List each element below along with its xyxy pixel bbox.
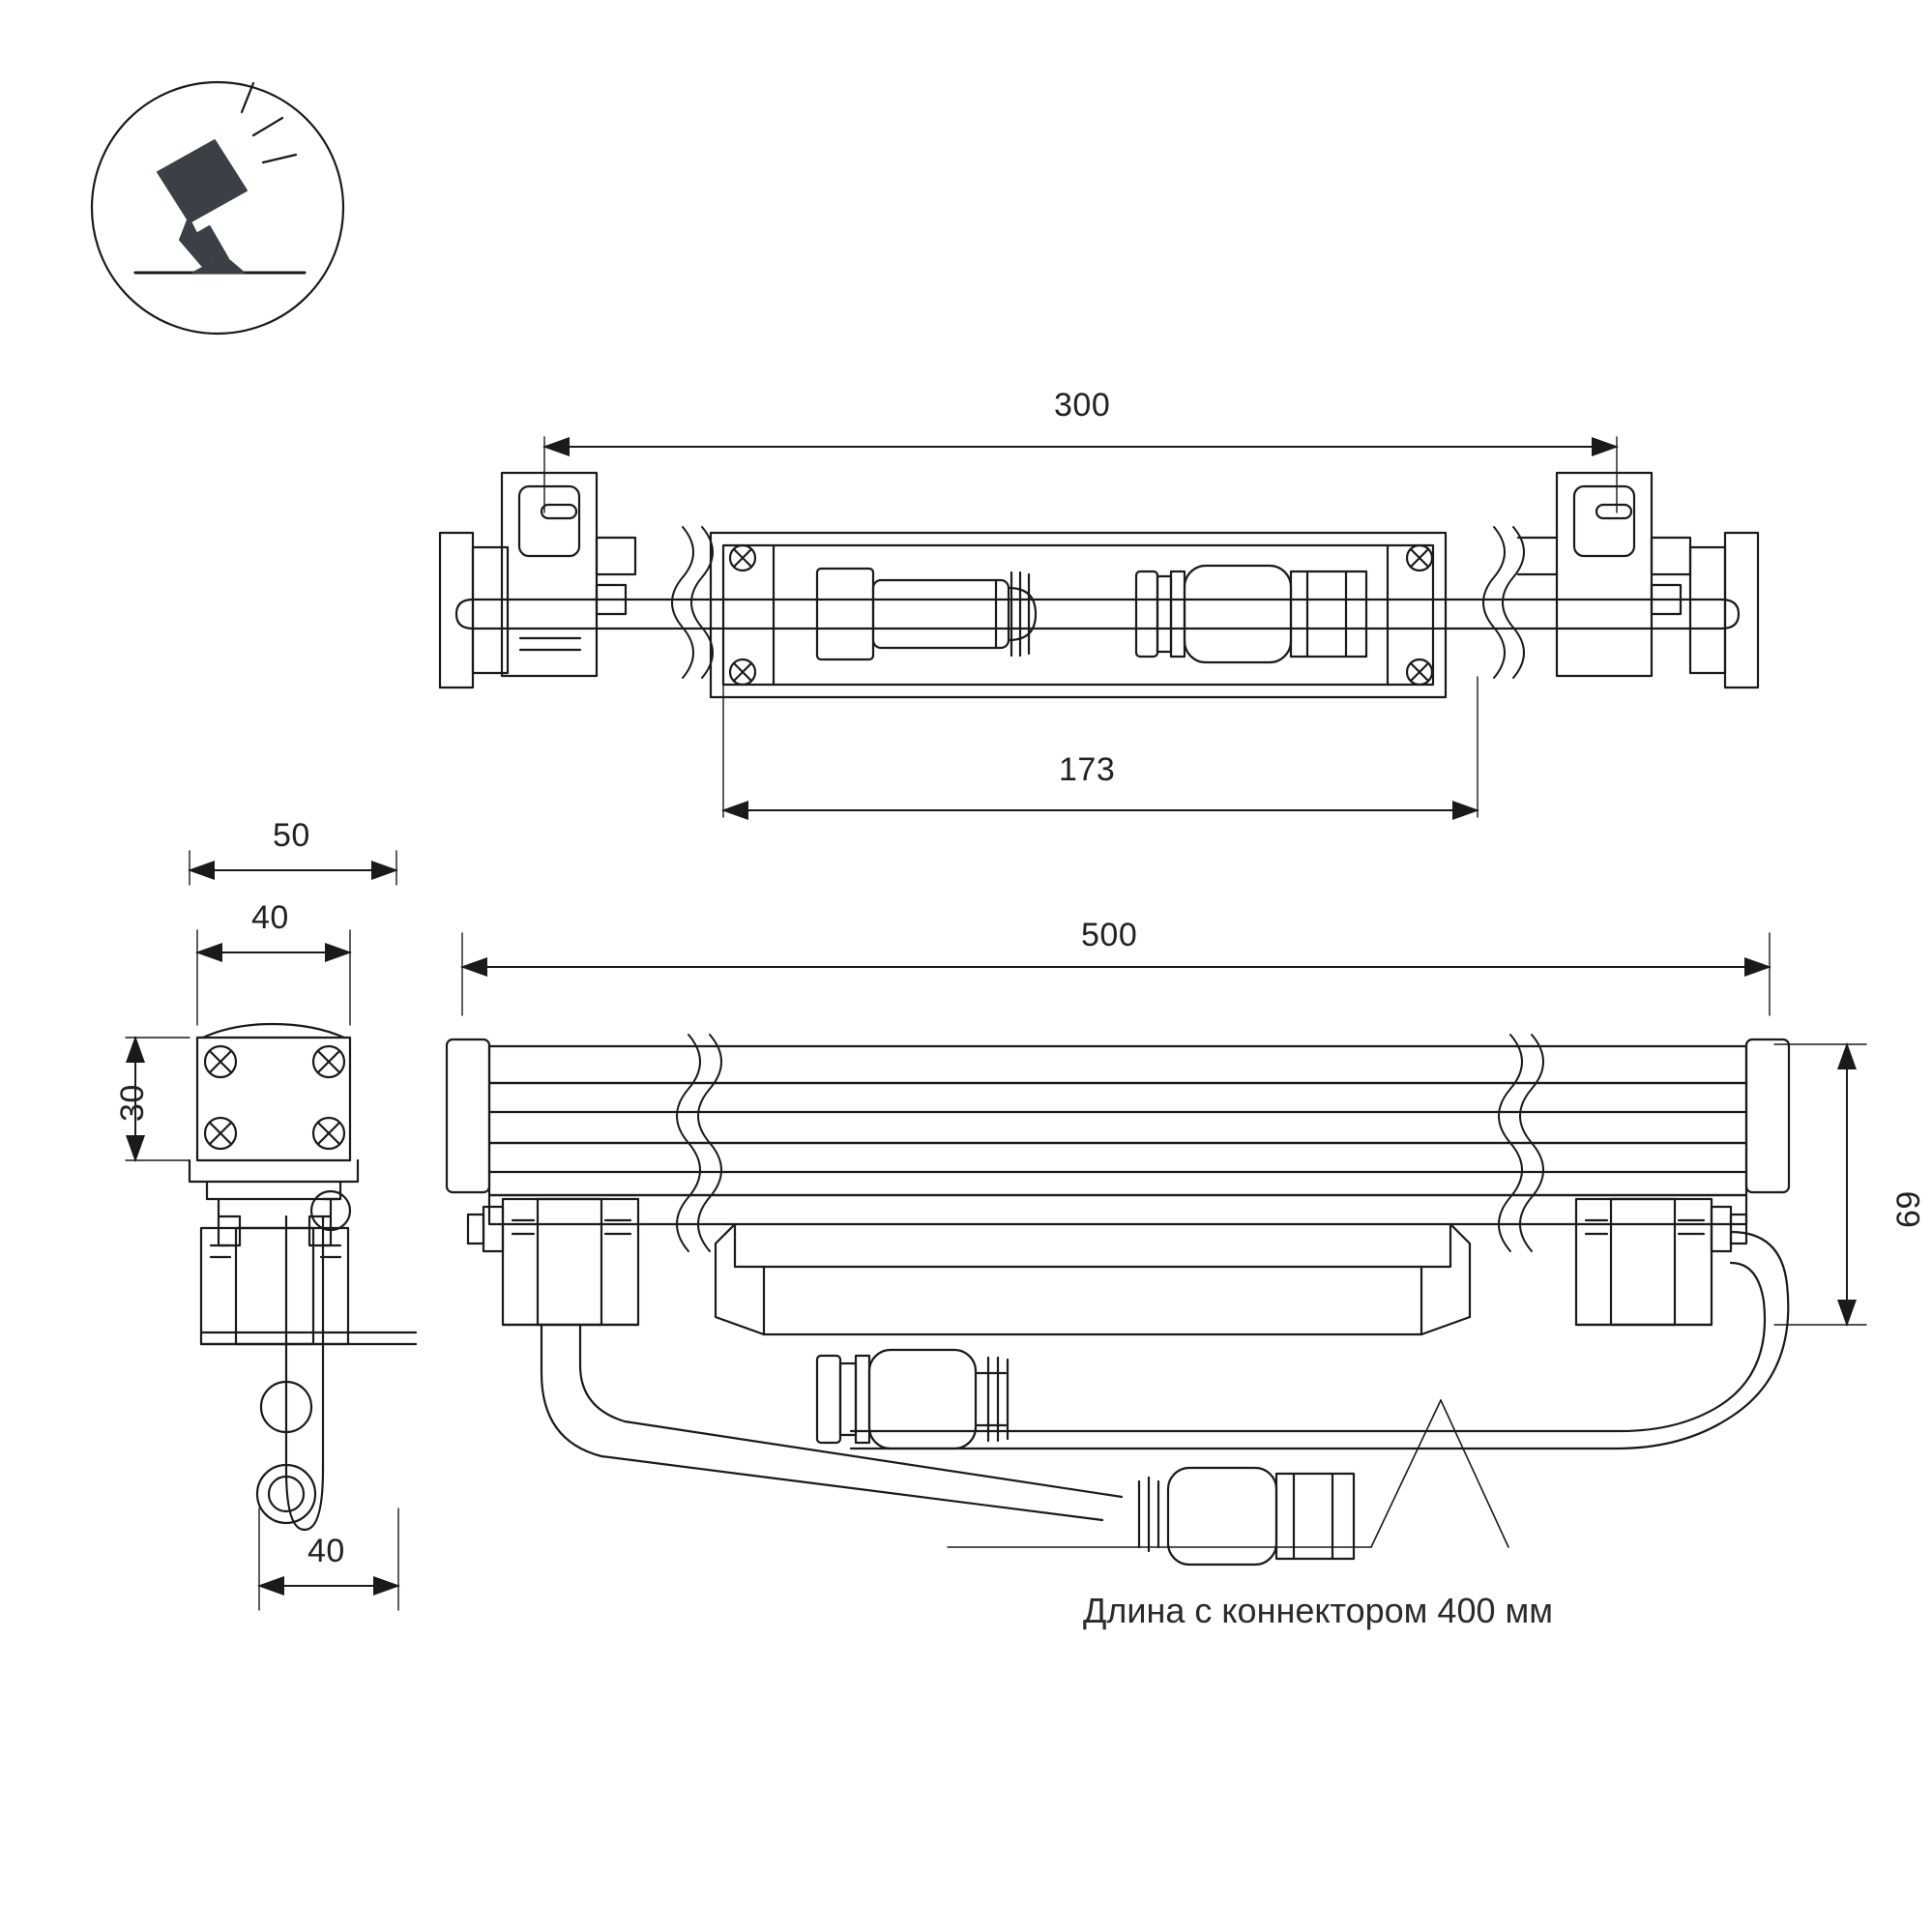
connector-length-note: Длина с коннектором 400 мм [1083, 1591, 1553, 1630]
dim-label-500: 500 [1081, 917, 1138, 953]
dim-label-40-bottom: 40 [307, 1533, 345, 1569]
dim-label-69: 69 [1890, 1190, 1927, 1228]
dim-label-173: 173 [1059, 751, 1116, 788]
dim-label-300: 300 [1054, 387, 1111, 424]
dim-label-40-top: 40 [251, 899, 289, 936]
dim-label-50: 50 [273, 817, 310, 854]
side-view-assembly [447, 933, 1866, 1565]
dim-label-30: 30 [114, 1084, 151, 1122]
section-view-assembly [126, 851, 416, 1610]
spotlight-icon-group [92, 82, 343, 334]
